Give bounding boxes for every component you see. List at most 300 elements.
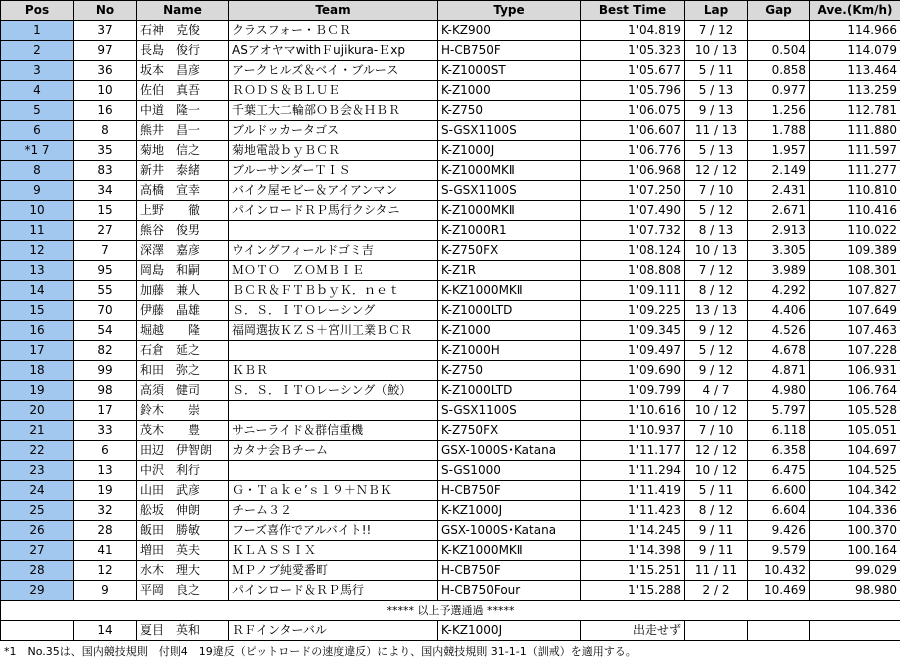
cell-name: 深澤 嘉彦: [137, 241, 229, 261]
cell-no: 55: [74, 281, 137, 301]
cell-type: K-KZ1000MKⅡ: [438, 541, 581, 561]
cell-ave: 107.649: [810, 301, 900, 321]
cell-pos: 6: [1, 121, 74, 141]
cell-lap: 5 / 11: [685, 481, 748, 501]
cell-lap: 4 / 7: [685, 381, 748, 401]
cell-no: 54: [74, 321, 137, 341]
cell-team: ＫＢＲ: [229, 361, 438, 381]
cell-no: 83: [74, 161, 137, 181]
cell-ave: 108.301: [810, 261, 900, 281]
col-header-no: No: [74, 1, 137, 21]
cell-team: ＢＣＲ＆ＦＴＢｂｙＫ．ｎｅｔ: [229, 281, 438, 301]
cell-no: 8: [74, 121, 137, 141]
cell-gap: 2.913: [748, 221, 810, 241]
table-row: [1, 161, 900, 181]
col-header-lap: Lap: [685, 1, 748, 21]
cell-ave: 114.966: [810, 21, 900, 41]
cell-name: 中沢 利行: [137, 461, 229, 481]
cell-no: 36: [74, 61, 137, 81]
cell-ave: 100.164: [810, 541, 900, 561]
cell-team: チーム３２: [229, 501, 438, 521]
cell-no: 70: [74, 301, 137, 321]
cell-no: 99: [74, 361, 137, 381]
cell-best-time: 1'09.497: [581, 341, 685, 361]
cell-team: 菊地電設ｂｙＢＣＲ: [229, 141, 438, 161]
cell-team: 千葉工大二輪部ＯＢ会＆ＨＢＲ: [229, 101, 438, 121]
cell-lap: 13 / 13: [685, 301, 748, 321]
cell-type: K-Z750: [438, 361, 581, 381]
cell-type: H-CB750F: [438, 481, 581, 501]
col-header-ave: Ave.(Km/h): [810, 1, 900, 21]
qualified-notice: ***** 以上予選通過 *****: [1, 601, 900, 621]
cell-type: K-Z1000R1: [438, 221, 581, 241]
cell-pos: 25: [1, 501, 74, 521]
cell-pos: 5: [1, 101, 74, 121]
col-header-name: Name: [137, 1, 229, 21]
cell-no: 12: [74, 561, 137, 581]
cell-team: ASアオヤマwithＦujikura-Ｅxp: [229, 41, 438, 61]
cell-type: S-GS1000: [438, 461, 581, 481]
cell-best-time: 1'09.345: [581, 321, 685, 341]
table-row: [1, 461, 900, 481]
cell-pos: *1 7: [1, 141, 74, 161]
cell-ave: 104.342: [810, 481, 900, 501]
cell-team: フーズ喜作でアルバイト!!: [229, 521, 438, 541]
cell-gap: 0.504: [748, 41, 810, 61]
cell-ave: 107.827: [810, 281, 900, 301]
cell-team: カタナ会Ｂチーム: [229, 441, 438, 461]
cell-name: 中道 隆一: [137, 101, 229, 121]
cell-name: 加藤 兼人: [137, 281, 229, 301]
cell-best-time: 1'10.616: [581, 401, 685, 421]
cell-no: 41: [74, 541, 137, 561]
cell-name: 高橋 宣幸: [137, 181, 229, 201]
cell-best-time: 1'06.075: [581, 101, 685, 121]
cell-pos: 16: [1, 321, 74, 341]
cell-name: 菊地 信之: [137, 141, 229, 161]
cell-pos: 2: [1, 41, 74, 61]
cell-team: クラスフォー・ＢＣＲ: [229, 21, 438, 41]
cell-gap: 9.426: [748, 521, 810, 541]
cell-no: 35: [74, 141, 137, 161]
cell-ave: 113.259: [810, 81, 900, 101]
cell-pos: 3: [1, 61, 74, 81]
cell-name: 上野 徹: [137, 201, 229, 221]
cell-no: 7: [74, 241, 137, 261]
cell-type: K-KZ1000MKⅡ: [438, 281, 581, 301]
cell-gap: 4.292: [748, 281, 810, 301]
cell-no: 98: [74, 381, 137, 401]
cell-lap: 9 / 12: [685, 321, 748, 341]
cell-lap: 5 / 13: [685, 81, 748, 101]
cell-gap: [748, 621, 810, 641]
cell-gap: 2.671: [748, 201, 810, 221]
cell-type: K-Z1000H: [438, 341, 581, 361]
cell-lap: 11 / 11: [685, 561, 748, 581]
cell-team: ＭＯＴＯ ＺＯＭＢＩＥ: [229, 261, 438, 281]
cell-ave: 111.277: [810, 161, 900, 181]
cell-no: 6: [74, 441, 137, 461]
cell-best-time: 1'09.111: [581, 281, 685, 301]
cell-name: 熊谷 俊男: [137, 221, 229, 241]
cell-gap: [748, 21, 810, 41]
cell-type: H-CB750F: [438, 561, 581, 581]
cell-type: K-Z1000J: [438, 141, 581, 161]
table-row: [1, 81, 900, 101]
cell-name: 高須 健司: [137, 381, 229, 401]
cell-best-time: 1'09.225: [581, 301, 685, 321]
cell-lap: 5 / 12: [685, 201, 748, 221]
cell-ave: 98.980: [810, 581, 900, 601]
cell-pos: 13: [1, 261, 74, 281]
cell-ave: 113.464: [810, 61, 900, 81]
qualified-notice-row: [1, 601, 900, 621]
cell-no: 33: [74, 421, 137, 441]
cell-type: S-GSX1100S: [438, 181, 581, 201]
cell-lap: 9 / 12: [685, 361, 748, 381]
cell-gap: 10.469: [748, 581, 810, 601]
col-header-team: Team: [229, 1, 438, 21]
cell-pos: 4: [1, 81, 74, 101]
cell-type: S-GSX1100S: [438, 121, 581, 141]
cell-best-time: 1'11.423: [581, 501, 685, 521]
table-row: [1, 261, 900, 281]
cell-lap: 5 / 12: [685, 341, 748, 361]
cell-gap: 0.858: [748, 61, 810, 81]
cell-name: 石倉 延之: [137, 341, 229, 361]
table-row: [1, 241, 900, 261]
table-row: [1, 561, 900, 581]
cell-lap: 7 / 10: [685, 181, 748, 201]
table-row: [1, 121, 900, 141]
table-row: [1, 301, 900, 321]
cell-gap: 1.957: [748, 141, 810, 161]
cell-ave: 110.022: [810, 221, 900, 241]
cell-type: K-Z750FX: [438, 421, 581, 441]
cell-gap: 6.118: [748, 421, 810, 441]
cell-lap: 12 / 12: [685, 441, 748, 461]
cell-name: 飯田 勝敏: [137, 521, 229, 541]
cell-lap: 9 / 13: [685, 101, 748, 121]
cell-best-time: 1'09.799: [581, 381, 685, 401]
cell-pos: 27: [1, 541, 74, 561]
table-row: [1, 381, 900, 401]
cell-team: [229, 461, 438, 481]
cell-name: 熊井 昌一: [137, 121, 229, 141]
cell-name: 坂本 昌彦: [137, 61, 229, 81]
cell-name: 山田 武彦: [137, 481, 229, 501]
header-row: [1, 1, 900, 21]
cell-no: 82: [74, 341, 137, 361]
cell-team: [229, 341, 438, 361]
cell-gap: 6.604: [748, 501, 810, 521]
cell-lap: 8 / 13: [685, 221, 748, 241]
cell-type: K-KZ1000J: [438, 621, 581, 641]
cell-ave: 104.336: [810, 501, 900, 521]
cell-ave: 105.528: [810, 401, 900, 421]
cell-gap: 1.788: [748, 121, 810, 141]
cell-ave: 106.764: [810, 381, 900, 401]
cell-pos: 12: [1, 241, 74, 261]
cell-ave: 111.597: [810, 141, 900, 161]
cell-lap: 10 / 12: [685, 401, 748, 421]
cell-name: 水木 理大: [137, 561, 229, 581]
cell-team: Ｓ．Ｓ．ＩＴＯレーシング（鮫）: [229, 381, 438, 401]
results-body: [1, 21, 900, 601]
cell-pos: 17: [1, 341, 74, 361]
cell-best-time: 1'07.732: [581, 221, 685, 241]
cell-type: K-Z1000LTD: [438, 381, 581, 401]
cell-ave: [810, 621, 900, 641]
cell-name: 岡島 和嗣: [137, 261, 229, 281]
table-row: [1, 361, 900, 381]
cell-type: K-Z1000: [438, 321, 581, 341]
cell-best-time: 1'07.490: [581, 201, 685, 221]
cell-type: K-Z1000MKⅡ: [438, 201, 581, 221]
cell-best-time: 1'05.677: [581, 61, 685, 81]
cell-type: K-Z750: [438, 101, 581, 121]
cell-no: 37: [74, 21, 137, 41]
cell-lap: 5 / 11: [685, 61, 748, 81]
cell-pos: 1: [1, 21, 74, 41]
cell-best-time: 1'08.808: [581, 261, 685, 281]
cell-team: サニーライド＆群信重機: [229, 421, 438, 441]
cell-best-time: 1'14.398: [581, 541, 685, 561]
cell-ave: 109.389: [810, 241, 900, 261]
cell-lap: 9 / 11: [685, 541, 748, 561]
cell-name: 新井 泰緒: [137, 161, 229, 181]
table-row: [1, 181, 900, 201]
cell-pos: 24: [1, 481, 74, 501]
cell-team: [229, 221, 438, 241]
table-row: [1, 21, 900, 41]
cell-best-time: 1'11.419: [581, 481, 685, 501]
cell-best-time: 1'09.690: [581, 361, 685, 381]
cell-type: GSX-1000S･Katana: [438, 521, 581, 541]
cell-ave: 114.079: [810, 41, 900, 61]
table-row: [1, 201, 900, 221]
cell-team: バイク屋モビー＆アイアンマン: [229, 181, 438, 201]
cell-type: K-Z1000MKⅡ: [438, 161, 581, 181]
cell-pos: 15: [1, 301, 74, 321]
cell-gap: 6.600: [748, 481, 810, 501]
cell-gap: 5.797: [748, 401, 810, 421]
table-row: [1, 321, 900, 341]
cell-ave: 110.810: [810, 181, 900, 201]
cell-no: 95: [74, 261, 137, 281]
table-row: [1, 541, 900, 561]
cell-pos: 29: [1, 581, 74, 601]
cell-gap: 3.989: [748, 261, 810, 281]
table-row: [1, 221, 900, 241]
cell-gap: 9.579: [748, 541, 810, 561]
cell-best-time: 1'06.607: [581, 121, 685, 141]
cell-pos: 8: [1, 161, 74, 181]
cell-lap: 7 / 12: [685, 261, 748, 281]
cell-team: パインロード＆ＲＰ馬行: [229, 581, 438, 601]
cell-type: K-Z1000LTD: [438, 301, 581, 321]
cell-team: ウイングフィールドゴミ吉: [229, 241, 438, 261]
cell-gap: 4.980: [748, 381, 810, 401]
cell-best-time: 1'14.245: [581, 521, 685, 541]
cell-best-time: 1'08.124: [581, 241, 685, 261]
cell-type: S-GSX1100S: [438, 401, 581, 421]
cell-team: アークヒルズ＆ベイ・ブルース: [229, 61, 438, 81]
table-row: [1, 141, 900, 161]
cell-team: ブルーサンダーＴＩＳ: [229, 161, 438, 181]
cell-type: GSX-1000S･Katana: [438, 441, 581, 461]
cell-type: H-CB750Four: [438, 581, 581, 601]
cell-gap: 2.431: [748, 181, 810, 201]
cell-best-time: 1'15.288: [581, 581, 685, 601]
cell-team: ＲＯＤＳ＆ＢＬＵＥ: [229, 81, 438, 101]
table-row: [1, 61, 900, 81]
cell-best-time: 出走せず: [581, 621, 685, 641]
cell-best-time: 1'06.776: [581, 141, 685, 161]
cell-pos: 26: [1, 521, 74, 541]
cell-team: パインロードＲＰ馬行クシタニ: [229, 201, 438, 221]
cell-lap: 7 / 10: [685, 421, 748, 441]
cell-type: K-KZ1000J: [438, 501, 581, 521]
cell-lap: [685, 621, 748, 641]
cell-pos: 20: [1, 401, 74, 421]
cell-ave: 104.697: [810, 441, 900, 461]
table-row: [1, 441, 900, 461]
cell-pos: 28: [1, 561, 74, 581]
cell-no: 34: [74, 181, 137, 201]
cell-team: Ｓ．Ｓ．ＩＴＯレーシング: [229, 301, 438, 321]
cell-no: 27: [74, 221, 137, 241]
cell-gap: 4.526: [748, 321, 810, 341]
cell-team: ブルドッカータゴス: [229, 121, 438, 141]
cell-name: 増田 英夫: [137, 541, 229, 561]
cell-ave: 104.525: [810, 461, 900, 481]
table-row: [1, 581, 900, 601]
cell-name: 石神 克俊: [137, 21, 229, 41]
cell-team: [229, 401, 438, 421]
cell-lap: 7 / 12: [685, 21, 748, 41]
cell-pos: 21: [1, 421, 74, 441]
table-row: [1, 521, 900, 541]
cell-gap: 1.256: [748, 101, 810, 121]
cell-gap: 0.977: [748, 81, 810, 101]
cell-ave: 110.416: [810, 201, 900, 221]
cell-type: K-Z750FX: [438, 241, 581, 261]
cell-gap: 6.475: [748, 461, 810, 481]
cell-no: 15: [74, 201, 137, 221]
cell-name: 平岡 良之: [137, 581, 229, 601]
cell-no: 19: [74, 481, 137, 501]
cell-no: 9: [74, 581, 137, 601]
col-header-best-time: Best Time: [581, 1, 685, 21]
cell-ave: 111.880: [810, 121, 900, 141]
cell-best-time: 1'11.294: [581, 461, 685, 481]
cell-name: 長島 俊行: [137, 41, 229, 61]
table-row: [1, 481, 900, 501]
cell-best-time: 1'04.819: [581, 21, 685, 41]
cell-team: ＲＦインターバル: [229, 621, 438, 641]
cell-type: K-Z1000: [438, 81, 581, 101]
cell-lap: 8 / 12: [685, 281, 748, 301]
table-row: [1, 101, 900, 121]
table-row: [1, 421, 900, 441]
cell-lap: 8 / 12: [685, 501, 748, 521]
cell-pos: 10: [1, 201, 74, 221]
cell-lap: 10 / 13: [685, 241, 748, 261]
table-row: [1, 281, 900, 301]
cell-best-time: 1'10.937: [581, 421, 685, 441]
cell-gap: 6.358: [748, 441, 810, 461]
cell-name: 田辺 伊智朗: [137, 441, 229, 461]
cell-lap: 5 / 13: [685, 141, 748, 161]
cell-type: K-KZ900: [438, 21, 581, 41]
cell-lap: 10 / 13: [685, 41, 748, 61]
cell-ave: 99.029: [810, 561, 900, 581]
table-row-extra: [1, 621, 900, 641]
cell-lap: 12 / 12: [685, 161, 748, 181]
cell-best-time: 1'07.250: [581, 181, 685, 201]
cell-pos: 11: [1, 221, 74, 241]
cell-name: 茂木 豊: [137, 421, 229, 441]
cell-gap: 4.678: [748, 341, 810, 361]
cell-lap: 11 / 13: [685, 121, 748, 141]
cell-ave: 107.463: [810, 321, 900, 341]
cell-ave: 107.228: [810, 341, 900, 361]
cell-pos: 23: [1, 461, 74, 481]
col-header-gap: Gap: [748, 1, 810, 21]
cell-ave: 100.370: [810, 521, 900, 541]
cell-ave: 112.781: [810, 101, 900, 121]
cell-type: H-CB750F: [438, 41, 581, 61]
cell-best-time: 1'11.177: [581, 441, 685, 461]
cell-type: K-Z1R: [438, 261, 581, 281]
cell-team: Ｇ・Ｔａｋｅ’ｓ１９＋ＮＢＫ: [229, 481, 438, 501]
cell-no: 10: [74, 81, 137, 101]
cell-lap: 9 / 11: [685, 521, 748, 541]
cell-pos: 9: [1, 181, 74, 201]
cell-no: 97: [74, 41, 137, 61]
cell-no: 13: [74, 461, 137, 481]
cell-lap: 10 / 12: [685, 461, 748, 481]
cell-team: ＫＬＡＳＳＩＸ: [229, 541, 438, 561]
cell-no: 32: [74, 501, 137, 521]
cell-pos: 14: [1, 281, 74, 301]
cell-name: 鈴木 崇: [137, 401, 229, 421]
cell-pos: 18: [1, 361, 74, 381]
cell-gap: 4.406: [748, 301, 810, 321]
cell-no: 14: [74, 621, 137, 641]
cell-name: 舩坂 伸朗: [137, 501, 229, 521]
table-row: [1, 41, 900, 61]
cell-gap: 4.871: [748, 361, 810, 381]
cell-team: 福岡選抜ＫＺＳ＋宮川工業ＢＣＲ: [229, 321, 438, 341]
cell-gap: 10.432: [748, 561, 810, 581]
cell-best-time: 1'15.251: [581, 561, 685, 581]
cell-pos: [1, 621, 74, 641]
col-header-pos: Pos: [1, 1, 74, 21]
col-header-type: Type: [438, 1, 581, 21]
cell-no: 16: [74, 101, 137, 121]
table-row: [1, 501, 900, 521]
cell-ave: 106.931: [810, 361, 900, 381]
cell-pos: 22: [1, 441, 74, 461]
cell-type: K-Z1000ST: [438, 61, 581, 81]
cell-ave: 105.051: [810, 421, 900, 441]
cell-no: 28: [74, 521, 137, 541]
cell-name: 和田 弥之: [137, 361, 229, 381]
cell-best-time: 1'05.796: [581, 81, 685, 101]
cell-no: 17: [74, 401, 137, 421]
